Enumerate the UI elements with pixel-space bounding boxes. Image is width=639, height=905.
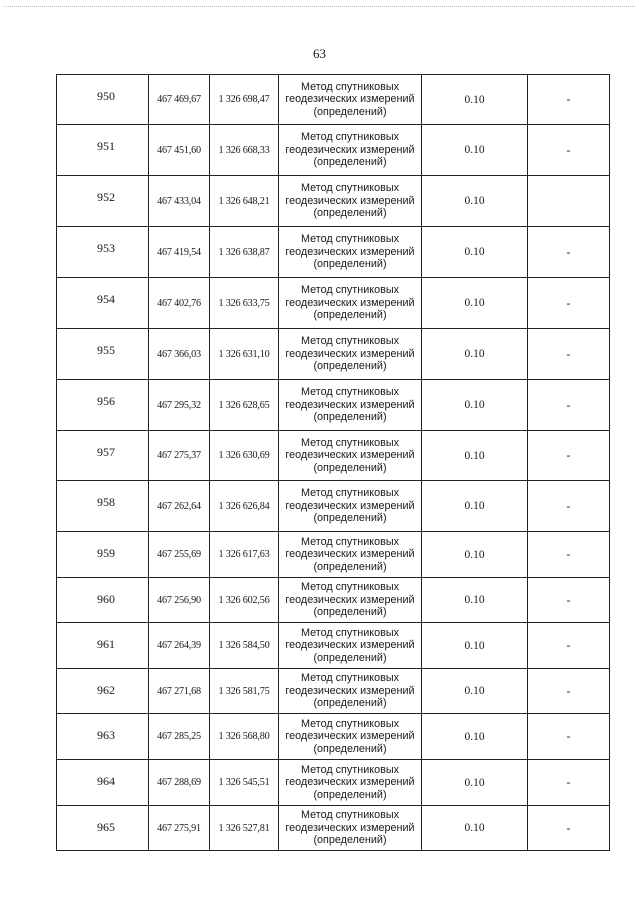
method-line-3: (определений) <box>313 105 387 118</box>
accuracy-cell: 0.10 <box>422 760 528 806</box>
point-number: 958 <box>97 495 115 509</box>
method-cell <box>279 806 422 851</box>
accuracy-cell: 0.10 <box>422 669 528 714</box>
point-number-cell <box>57 623 149 669</box>
coordinate-x-cell: 467 402,76 <box>149 278 210 329</box>
coordinate-y-cell: 1 326 630,69 <box>210 431 279 481</box>
coordinate-x-cell: 467 469,67 <box>149 75 210 125</box>
method-line-2: геодезических измерений <box>285 684 415 697</box>
description-cell: - <box>528 75 610 125</box>
scan-top-edge <box>4 6 635 7</box>
coordinates-table-body <box>57 75 610 851</box>
point-number: 963 <box>97 728 115 742</box>
table-row <box>57 481 610 532</box>
coordinate-x-cell: 467 366,03 <box>149 329 210 380</box>
description-cell: - <box>528 623 610 669</box>
coordinate-y-cell: 1 326 628,65 <box>210 380 279 431</box>
coordinate-x-cell: 467 271,68 <box>149 669 210 714</box>
description-cell: - <box>528 669 610 714</box>
table-row <box>57 669 610 714</box>
coordinate-y-cell: 1 326 638,87 <box>210 227 279 278</box>
point-number: 965 <box>97 820 115 834</box>
method-line-1: Метод спутниковых <box>301 487 399 500</box>
point-number: 957 <box>97 445 115 459</box>
method-line-2: геодезических измерений <box>285 639 415 652</box>
coordinate-y-cell: 1 326 527,81 <box>210 806 279 851</box>
coordinate-x-cell: 467 256,90 <box>149 578 210 623</box>
table-row <box>57 623 610 669</box>
point-number: 951 <box>97 139 115 153</box>
point-number: 952 <box>97 190 115 204</box>
method-cell <box>279 532 422 578</box>
coordinate-x-cell: 467 275,91 <box>149 806 210 851</box>
accuracy-cell: 0.10 <box>422 227 528 278</box>
description-cell: - <box>528 380 610 431</box>
method-cell <box>279 623 422 669</box>
table-row <box>57 578 610 623</box>
coordinate-x-cell: 467 285,25 <box>149 714 210 760</box>
coordinate-x-cell: 467 288,69 <box>149 760 210 806</box>
method-line-3: (определений) <box>313 697 387 710</box>
accuracy-cell: 0.10 <box>422 75 528 125</box>
method-line-3: (определений) <box>313 360 387 373</box>
method-cell <box>279 431 422 481</box>
description-cell: - <box>528 125 610 176</box>
point-number-cell <box>57 714 149 760</box>
method-cell <box>279 176 422 227</box>
accuracy-cell: 0.10 <box>422 532 528 578</box>
coordinate-x-cell: 467 262,64 <box>149 481 210 532</box>
method-line-2: геодезических измерений <box>285 449 415 462</box>
method-line-3: (определений) <box>313 834 387 847</box>
method-line-2: геодезических измерений <box>285 730 415 743</box>
method-line-1: Метод спутниковых <box>301 581 399 594</box>
method-line-3: (определений) <box>313 742 387 755</box>
method-line-3: (определений) <box>313 788 387 801</box>
description-cell: - <box>528 481 610 532</box>
accuracy-cell: 0.10 <box>422 806 528 851</box>
point-number: 955 <box>97 343 115 357</box>
description-cell <box>528 176 610 227</box>
method-line-1: Метод спутниковых <box>301 626 399 639</box>
coordinate-y-cell: 1 326 698,47 <box>210 75 279 125</box>
coordinate-x-cell: 467 419,54 <box>149 227 210 278</box>
method-line-1: Метод спутниковых <box>301 763 399 776</box>
coordinate-x-cell: 467 295,32 <box>149 380 210 431</box>
method-line-1: Метод спутниковых <box>301 809 399 822</box>
method-cell <box>279 481 422 532</box>
table-row <box>57 227 610 278</box>
method-cell <box>279 380 422 431</box>
method-line-3: (определений) <box>313 156 387 169</box>
coordinate-y-cell: 1 326 568,80 <box>210 714 279 760</box>
point-number-cell <box>57 329 149 380</box>
coordinate-y-cell: 1 326 633,75 <box>210 278 279 329</box>
coordinate-y-cell: 1 326 581,75 <box>210 669 279 714</box>
method-line-3: (определений) <box>313 258 387 271</box>
point-number: 961 <box>97 637 115 651</box>
point-number-cell <box>57 75 149 125</box>
point-number-cell <box>57 760 149 806</box>
method-line-1: Метод спутниковых <box>301 182 399 195</box>
coordinate-y-cell: 1 326 668,33 <box>210 125 279 176</box>
method-line-2: геодезических измерений <box>285 593 415 606</box>
coordinate-y-cell: 1 326 626,84 <box>210 481 279 532</box>
method-line-3: (определений) <box>313 651 387 664</box>
accuracy-cell: 0.10 <box>422 278 528 329</box>
method-cell <box>279 329 422 380</box>
point-number-cell <box>57 669 149 714</box>
method-line-3: (определений) <box>313 560 387 573</box>
coordinate-x-cell: 467 255,69 <box>149 532 210 578</box>
page-number: 63 <box>313 46 326 61</box>
point-number: 950 <box>97 89 115 103</box>
accuracy-cell: 0.10 <box>422 431 528 481</box>
method-line-1: Метод спутниковых <box>301 717 399 730</box>
point-number-cell <box>57 578 149 623</box>
coordinate-y-cell: 1 326 584,50 <box>210 623 279 669</box>
point-number: 962 <box>97 683 115 697</box>
description-cell: - <box>528 806 610 851</box>
coordinate-x-cell: 467 451,60 <box>149 125 210 176</box>
point-number-cell <box>57 278 149 329</box>
point-number-cell <box>57 431 149 481</box>
accuracy-cell: 0.10 <box>422 578 528 623</box>
method-cell <box>279 75 422 125</box>
method-cell <box>279 760 422 806</box>
method-line-1: Метод спутниковых <box>301 386 399 399</box>
method-line-1: Метод спутниковых <box>301 335 399 348</box>
method-line-2: геодезических измерений <box>285 296 415 309</box>
method-line-3: (определений) <box>313 512 387 525</box>
coordinate-y-cell: 1 326 602,56 <box>210 578 279 623</box>
table-row <box>57 176 610 227</box>
point-number: 964 <box>97 774 115 788</box>
coordinate-y-cell: 1 326 617,63 <box>210 532 279 578</box>
method-line-1: Метод спутниковых <box>301 284 399 297</box>
method-cell <box>279 714 422 760</box>
method-line-1: Метод спутниковых <box>301 80 399 93</box>
method-line-3: (определений) <box>313 411 387 424</box>
coordinate-x-cell: 467 264,39 <box>149 623 210 669</box>
point-number: 954 <box>97 292 115 306</box>
method-line-3: (определений) <box>313 207 387 220</box>
description-cell: - <box>528 532 610 578</box>
method-line-2: геодезических измерений <box>285 194 415 207</box>
method-line-2: геодезических измерений <box>285 245 415 258</box>
point-number-cell <box>57 176 149 227</box>
point-number-cell <box>57 125 149 176</box>
description-cell: - <box>528 227 610 278</box>
accuracy-cell: 0.10 <box>422 714 528 760</box>
table-row <box>57 431 610 481</box>
coordinates-table <box>56 74 610 851</box>
table-row <box>57 532 610 578</box>
method-line-3: (определений) <box>313 309 387 322</box>
method-line-1: Метод спутниковых <box>301 131 399 144</box>
description-cell: - <box>528 760 610 806</box>
point-number-cell <box>57 380 149 431</box>
accuracy-cell: 0.10 <box>422 380 528 431</box>
method-cell <box>279 278 422 329</box>
table-row <box>57 125 610 176</box>
coordinate-y-cell: 1 326 648,21 <box>210 176 279 227</box>
description-cell: - <box>528 278 610 329</box>
method-line-1: Метод спутниковых <box>301 535 399 548</box>
accuracy-cell: 0.10 <box>422 329 528 380</box>
table-row <box>57 278 610 329</box>
method-line-1: Метод спутниковых <box>301 672 399 685</box>
accuracy-cell: 0.10 <box>422 176 528 227</box>
point-number: 960 <box>97 592 115 606</box>
method-line-2: геодезических измерений <box>285 143 415 156</box>
description-cell: - <box>528 578 610 623</box>
table-row <box>57 714 610 760</box>
description-cell: - <box>528 431 610 481</box>
method-cell <box>279 125 422 176</box>
method-line-1: Метод спутниковых <box>301 233 399 246</box>
point-number: 956 <box>97 394 115 408</box>
point-number: 959 <box>97 546 115 560</box>
method-line-2: геодезических измерений <box>285 776 415 789</box>
point-number-cell <box>57 227 149 278</box>
coordinate-x-cell: 467 275,37 <box>149 431 210 481</box>
point-number: 953 <box>97 241 115 255</box>
table-row <box>57 380 610 431</box>
description-cell: - <box>528 329 610 380</box>
method-line-2: геодезических измерений <box>285 93 415 106</box>
method-cell <box>279 227 422 278</box>
table-row <box>57 329 610 380</box>
method-line-3: (определений) <box>313 461 387 474</box>
coordinate-y-cell: 1 326 545,51 <box>210 760 279 806</box>
accuracy-cell: 0.10 <box>422 125 528 176</box>
method-line-2: геодезических измерений <box>285 347 415 360</box>
table-row <box>57 760 610 806</box>
accuracy-cell: 0.10 <box>422 623 528 669</box>
accuracy-cell: 0.10 <box>422 481 528 532</box>
method-line-3: (определений) <box>313 606 387 619</box>
table-row <box>57 75 610 125</box>
table-row <box>57 806 610 851</box>
method-line-2: геодезических измерений <box>285 821 415 834</box>
point-number-cell <box>57 532 149 578</box>
method-line-2: геодезических измерений <box>285 548 415 561</box>
method-line-1: Метод спутниковых <box>301 436 399 449</box>
point-number-cell <box>57 481 149 532</box>
coordinate-x-cell: 467 433,04 <box>149 176 210 227</box>
method-line-2: геодезических измерений <box>285 398 415 411</box>
description-cell: - <box>528 714 610 760</box>
coordinate-y-cell: 1 326 631,10 <box>210 329 279 380</box>
method-cell <box>279 578 422 623</box>
method-cell <box>279 669 422 714</box>
point-number-cell <box>57 806 149 851</box>
method-line-2: геодезических измерений <box>285 499 415 512</box>
